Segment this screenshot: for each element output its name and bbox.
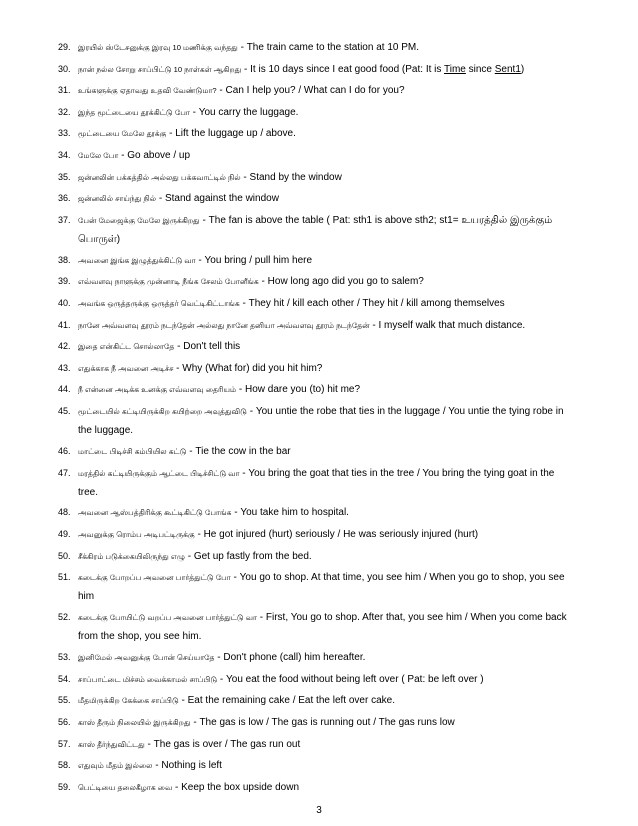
item-number: 30. xyxy=(58,63,71,74)
item-number: 29. xyxy=(58,42,71,52)
tamil-text: உங்களுக்கு ஏதாவது உதவி வேண்டுமா? xyxy=(78,86,217,96)
item-number: 53. xyxy=(58,652,71,663)
english-text: First, You go to shop. After that, you see him / When you come back from the shop, you see him. xyxy=(78,612,567,643)
list-item: 29. இரயில் ஸ்டேசனுக்கு இரவு 10 மணிக்கு வந்தது - The train came to the station at 10 PM. xyxy=(58,38,576,57)
item-number: 42. xyxy=(58,341,71,352)
english-text: You eat the food without being left over ( Pat: be left over ) xyxy=(226,673,484,685)
item-number: 51. xyxy=(58,572,71,583)
underlined-word: Sent1 xyxy=(494,63,521,75)
item-number: 32. xyxy=(58,106,71,117)
item-number: 48. xyxy=(58,507,71,518)
tamil-text: மூட்டையை மேலே தூக்கு xyxy=(78,129,167,139)
tamil-text: அவனுக்கு ரொம்ப அடிபட்டிருக்கு xyxy=(78,530,195,540)
tamil-text: நானே அவ்வளவு தூரம் நடந்தேன் அல்லது நானே தனியா அவ்வளவு தூரம் நடந்தேன் xyxy=(78,320,370,330)
english-text: Keep the box upside down xyxy=(181,781,300,793)
english-text: You bring the goat that ties in the tree / You bring the tying goat in the tree. xyxy=(78,467,555,498)
list-item: 55. மீதமிருக்கிற கேக்கை சாப்பிடு - Eat the remaining cake / Eat the left over cake. xyxy=(58,691,576,710)
english-text: Lift the luggage up / above. xyxy=(175,128,296,140)
english-text: Eat the remaining cake / Eat the left over cake. xyxy=(187,695,395,707)
tamil-text: இதை என்கிட்ட சொல்லாதே xyxy=(78,342,175,352)
tamil-text: காஸ் தீர்ந்துவிட்டது xyxy=(78,739,145,749)
english-text: Why (What for) did you hit him? xyxy=(182,362,323,374)
item-number: 34. xyxy=(58,150,71,160)
tamil-text: சீக்கிரம் படுக்கையிலிருந்து எழு xyxy=(78,551,185,561)
item-number: 57. xyxy=(58,738,71,749)
english-text: It is 10 days since I eat good food (Pat: It is xyxy=(250,63,444,75)
list-item: 37. பேன் மேஜைக்கு மேலே இருக்கிறது - The fan is above the table ( Pat: sth1 is above sth2; st1= உயரத்தில் இருக்கும் பொருள்) xyxy=(58,211,576,249)
tamil-text: மீதமிருக்கிற கேக்கை சாப்பிடு xyxy=(78,696,179,706)
list-item: 39. எவ்வளவு நாளுக்கு முன்னாடி நீங்க சேலம் போனீங்க - How long ago did you go to salem? xyxy=(58,272,576,291)
tamil-text: ஜன்னலில் சாய்ந்து நில் xyxy=(78,194,157,204)
tamil-text: நீ என்னை அடிக்க உனக்கு எவ்வளவு தைரியம் xyxy=(78,385,237,395)
list-item: 51. கடைக்கு போறப்ப அவனை பார்த்துட்டு போ - You go to shop. At that time, you see him / When you go to shop, you see him xyxy=(58,568,576,606)
tamil-text: சாப்பாட்டை மிச்சம் வைக்காமல் சாப்பிடு xyxy=(78,674,218,684)
item-number: 43. xyxy=(58,362,71,373)
tamil-text: அவனை ஆஸ்பத்திரிக்கு கூட்டிகிட்டு போங்க xyxy=(78,508,232,518)
english-text: How long ago did you go to salem? xyxy=(267,276,424,288)
list-item: 38. அவனை இங்க இழுத்துக்கிட்டு வா - You bring / pull him here xyxy=(58,251,576,270)
list-item: 56. காஸ் தீரும் நிலையில் இருக்கிறது - The gas is low / The gas is running out / The gas runs low xyxy=(58,713,576,732)
list-item: 41. நானே அவ்வளவு தூரம் நடந்தேன் அல்லது நானே தனியா அவ்வளவு தூரம் நடந்தேன் - I myself walk that much distance. xyxy=(58,316,576,335)
item-number: 56. xyxy=(58,717,71,727)
english-text: The gas is low / The gas is running out / The gas runs low xyxy=(199,717,455,728)
list-item: 58. எதுவும் மீதம் இல்லை - Nothing is left xyxy=(58,756,576,775)
list-item: 34. மேலே போ - Go above / up xyxy=(58,146,576,165)
tamil-text: பெட்டியை தலைகீழாக வை xyxy=(78,782,173,792)
tamil-text: காஸ் தீரும் நிலையில் இருக்கிறது xyxy=(78,718,191,727)
english-text: They hit / kill each other / They hit / kill among themselves xyxy=(248,297,505,309)
item-number: 50. xyxy=(58,550,71,561)
english-text: You take him to hospital. xyxy=(240,507,349,519)
english-text: Nothing is left xyxy=(161,760,222,772)
underlined-word: Time xyxy=(443,63,466,75)
item-number: 33. xyxy=(58,128,71,139)
english-text: You bring / pull him here xyxy=(204,254,313,266)
tamil-text: நான் நல்ல சோறு சாப்பிட்டு 10 நாள்கள் ஆகிறது xyxy=(78,64,242,74)
list-item: 32. இந்த மூட்டையை தூக்கிட்டு போ - You carry the luggage. xyxy=(58,103,576,122)
list-item: 30. நான் நல்ல சோறு சாப்பிட்டு 10 நாள்கள் ஆகிறது - It is 10 days since I eat good food (Pat: It is Time since Sent1) xyxy=(58,60,576,79)
item-number: 39. xyxy=(58,276,71,287)
item-number: 59. xyxy=(58,781,71,792)
item-number: 41. xyxy=(58,319,71,330)
item-number: 31. xyxy=(58,85,71,96)
item-number: 52. xyxy=(58,612,71,623)
list-item: 54. சாப்பாட்டை மிச்சம் வைக்காமல் சாப்பிடு - You eat the food without being left over ( Pat: be left over ) xyxy=(58,670,576,689)
list-item: 48. அவனை ஆஸ்பத்திரிக்கு கூட்டிகிட்டு போங்க - You take him to hospital. xyxy=(58,503,576,522)
tamil-text: இரயில் ஸ்டேசனுக்கு இரவு 10 மணிக்கு வந்தது xyxy=(78,43,238,52)
tamil-text: மேலே போ xyxy=(78,151,119,160)
item-number: 35. xyxy=(58,171,71,182)
list-item: 43. எதுக்காக நீ அவனை அடிச்ச - Why (What for) did you hit him? xyxy=(58,359,576,378)
list-item: 31. உங்களுக்கு ஏதாவது உதவி வேண்டுமா? - Can I help you? / What can I do for you? xyxy=(58,81,576,100)
english-text: The gas is over / The gas run out xyxy=(153,738,301,750)
english-text: He got injured (hurt) seriously / He was seriously injured (hurt) xyxy=(203,529,479,541)
tamil-text: எதுக்காக நீ அவனை அடிச்ச xyxy=(78,363,174,373)
tamil-text: கடைக்கு போறப்ப அவனை பார்த்துட்டு போ xyxy=(78,573,231,583)
item-number: 47. xyxy=(58,467,71,478)
english-text: The train came to the station at 10 PM. xyxy=(246,42,419,53)
english-text: The fan is above the table ( Pat: sth1 is above sth2; st1= உயரத்தில் இருக்கும் பொருள்) xyxy=(78,214,553,245)
english-text: Don't phone (call) him hereafter. xyxy=(223,652,366,664)
item-number: 37. xyxy=(58,214,71,225)
item-number: 38. xyxy=(58,254,71,265)
tamil-text: மரத்தில் கட்டியிருக்கும் ஆட்டை பிடிச்சிட்டு வா xyxy=(78,468,240,478)
english-text: You go to shop. At that time, you see him / When you go to shop, you see him xyxy=(78,572,565,603)
list-item: 52. கடைக்கு போயிட்டு வறப்ப அவனை பார்த்துட்டு வா - First, You go to shop. After that, you see him / When you come back from the shop, you see him. xyxy=(58,608,576,646)
list-item: 36. ஜன்னலில் சாய்ந்து நில் - Stand against the window xyxy=(58,189,576,208)
english-text: Go above / up xyxy=(127,150,191,161)
tamil-text: அவனை இங்க இழுத்துக்கிட்டு வா xyxy=(78,255,196,265)
list-item: 59. பெட்டியை தலைகீழாக வை - Keep the box upside down xyxy=(58,778,576,797)
tamil-text: கடைக்கு போயிட்டு வறப்ப அவனை பார்த்துட்டு வா xyxy=(78,613,257,623)
item-number: 58. xyxy=(58,760,71,771)
english-text: You untie the robe that ties in the luggage / You untie the tying robe in the luggage. xyxy=(78,405,564,436)
list-item: 53. இனிமேல் அவனுக்கு போன் செய்யாதே - Don't phone (call) him hereafter. xyxy=(58,648,576,667)
english-text: Get up fastly from the bed. xyxy=(193,550,312,562)
item-number: 45. xyxy=(58,405,71,416)
tamil-text: அவங்க ஒருத்தருக்கு ஒருத்தர் வெட்டிகிட்டாங்க xyxy=(78,298,240,308)
list-item: 50. சீக்கிரம் படுக்கையிலிருந்து எழு - Get up fastly from the bed. xyxy=(58,547,576,566)
item-number: 40. xyxy=(58,297,71,308)
list-item: 35. ஜன்னலின் பக்கத்தில் அல்லது பக்கவாட்டில் நில் - Stand by the window xyxy=(58,168,576,187)
tamil-text: எதுவும் மீதம் இல்லை xyxy=(78,761,153,771)
english-text: Stand against the window xyxy=(164,193,279,205)
page-number: 3 xyxy=(316,805,322,817)
tamil-text: இனிமேல் அவனுக்கு போன் செய்யாதே xyxy=(78,653,215,663)
list-item: 33. மூட்டையை மேலே தூக்கு - Lift the luggage up / above. xyxy=(58,124,576,143)
item-number: 44. xyxy=(58,384,71,395)
item-number: 36. xyxy=(58,193,71,204)
english-text: Tie the cow in the bar xyxy=(195,445,291,457)
english-text: Don't tell this xyxy=(183,341,241,353)
tamil-text: எவ்வளவு நாளுக்கு முன்னாடி நீங்க சேலம் போனீங்க xyxy=(78,277,259,287)
list-item: 40. அவங்க ஒருத்தருக்கு ஒருத்தர் வெட்டிகிட்டாங்க - They hit / kill each other / They hit / kill among themselves xyxy=(58,294,576,313)
english-text: How dare you (to) hit me? xyxy=(244,384,361,396)
english-text: I myself walk that much distance. xyxy=(378,319,526,331)
list-item: 47. மரத்தில் கட்டியிருக்கும் ஆட்டை பிடிச்சிட்டு வா - You bring the goat that ties in the tree / You bring the tying goat in the tree. xyxy=(58,464,576,502)
list-item: 44. நீ என்னை அடிக்க உனக்கு எவ்வளவு தைரியம் - How dare you (to) hit me? xyxy=(58,380,576,399)
list-item: 42. இதை என்கிட்ட சொல்லாதே - Don't tell this xyxy=(58,337,576,356)
tamil-text: இந்த மூட்டையை தூக்கிட்டு போ xyxy=(78,107,190,117)
list-item: 57. காஸ் தீர்ந்துவிட்டது - The gas is over / The gas run out xyxy=(58,735,576,754)
english-text: You carry the luggage. xyxy=(198,106,299,118)
list-item: 46. மாட்டை பிடிச்சி கம்பியில கட்டு - Tie the cow in the bar xyxy=(58,442,576,461)
list-item: 45. மூட்டையில் கட்டியிருக்கிற கயிற்றை அவுத்துவிடு - You untie the robe that ties in the luggage / You untie the tying robe in the luggage. xyxy=(58,402,576,440)
item-number: 49. xyxy=(58,529,71,540)
tamil-text: மூட்டையில் கட்டியிருக்கிற கயிற்றை அவுத்துவிடு xyxy=(78,406,247,416)
item-number: 55. xyxy=(58,695,71,706)
list-item: 49. அவனுக்கு ரொம்ப அடிபட்டிருக்கு - He got injured (hurt) seriously / He was seriously injured (hurt) xyxy=(58,525,576,544)
item-number: 46. xyxy=(58,445,71,456)
english-text: Stand by the window xyxy=(249,171,342,183)
tamil-text: பேன் மேஜைக்கு மேலே இருக்கிறது xyxy=(78,215,200,225)
tamil-text: மாட்டை பிடிச்சி கம்பியில கட்டு xyxy=(78,446,187,456)
english-text: Can I help you? / What can I do for you? xyxy=(225,85,405,97)
item-number: 54. xyxy=(58,673,71,684)
tamil-text: ஜன்னலின் பக்கத்தில் அல்லது பக்கவாட்டில் நில் xyxy=(78,172,241,182)
